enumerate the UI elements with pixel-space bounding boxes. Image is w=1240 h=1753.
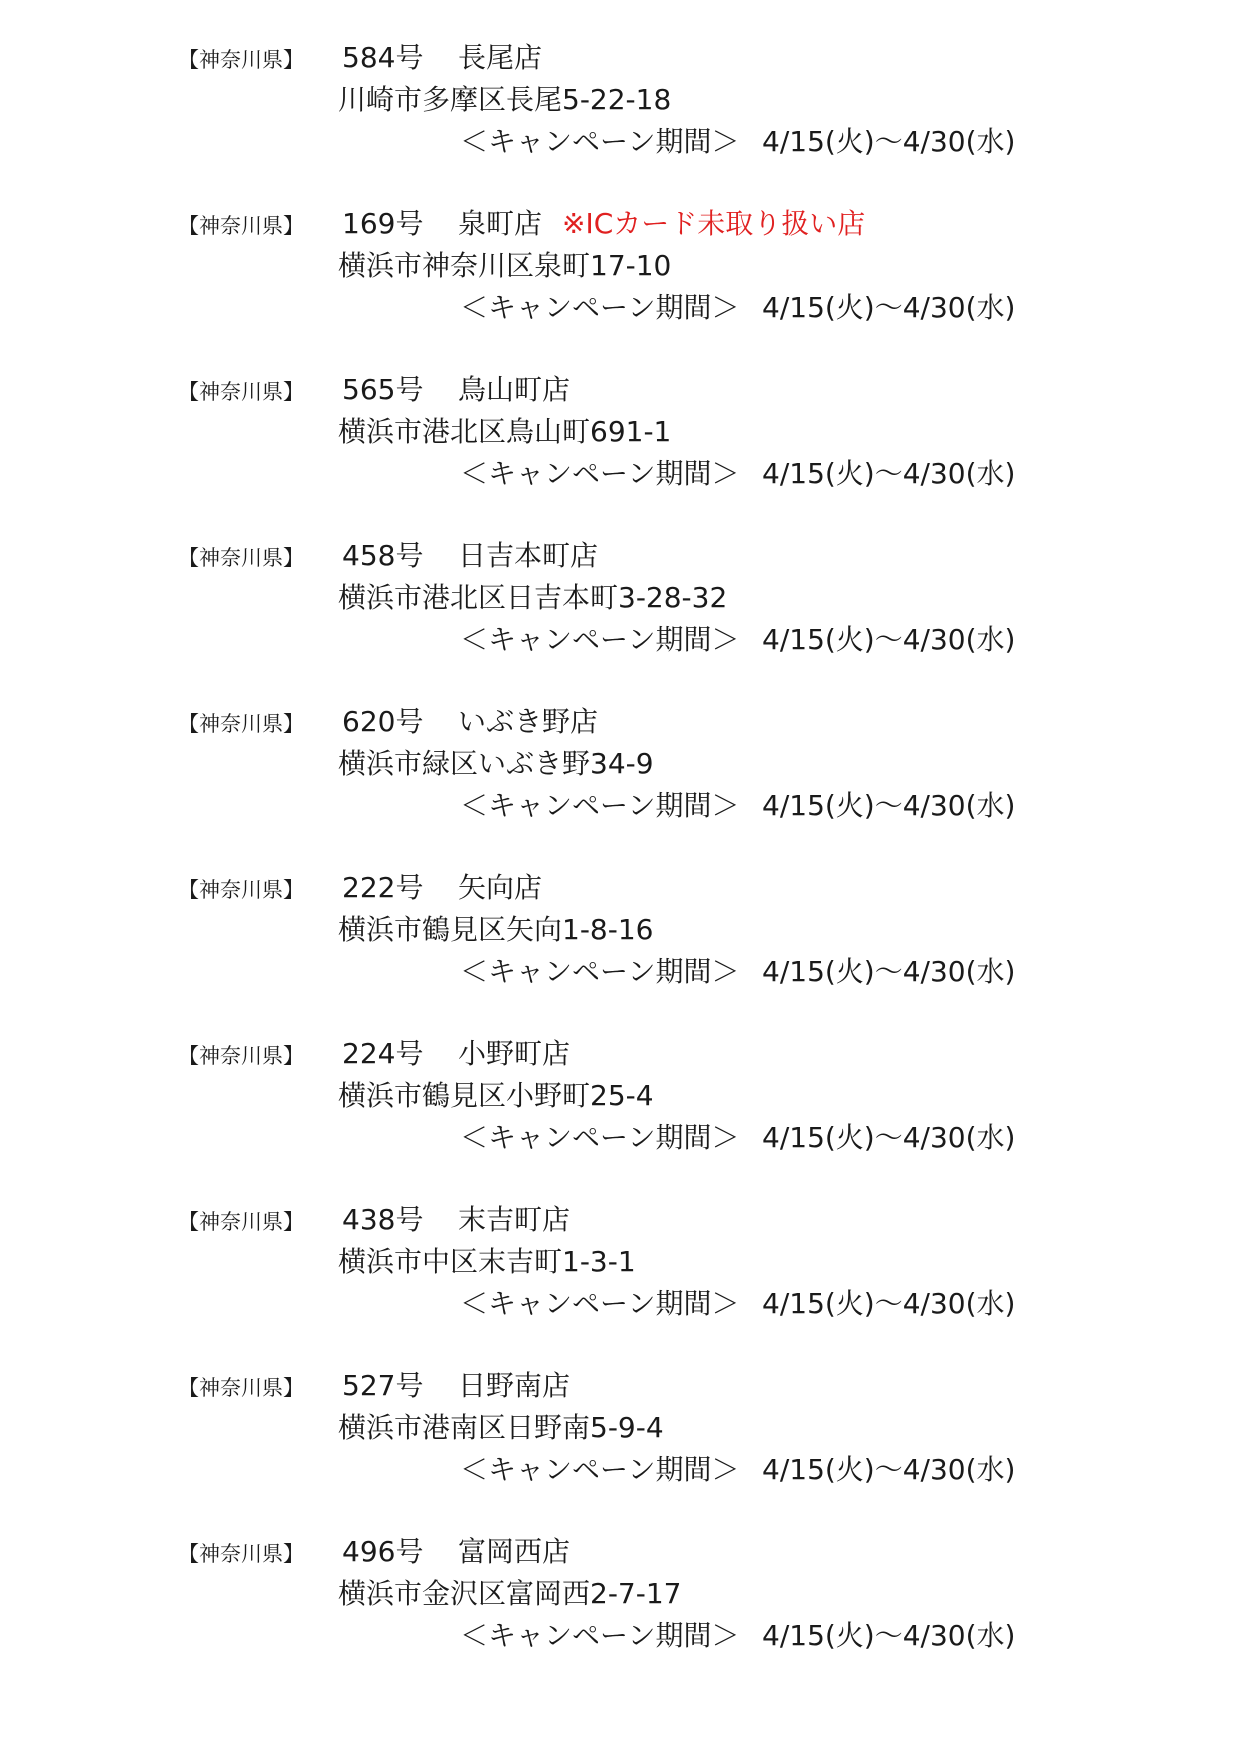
store-address: 横浜市港南区日野南5-9-4 (338, 1411, 664, 1444)
campaign-label: ＜キャンペーン期間＞ (460, 955, 740, 988)
store-address: 横浜市鶴見区矢向1-8-16 (338, 913, 654, 946)
store-name-line (458, 1036, 590, 1072)
store-name: 泉町店 (458, 207, 543, 240)
campaign-period: 4/15(火)～4/30(水) (762, 457, 1016, 490)
campaign-period: 4/15(火)～4/30(水) (762, 623, 1016, 656)
prefecture-label: 【神奈川県】 (178, 1542, 304, 1566)
store-entry (0, 364, 1240, 494)
store-entry (0, 1360, 1240, 1490)
store-address: 横浜市港北区日吉本町3-28-32 (338, 581, 728, 614)
store-address: 横浜市鶴見区小野町25-4 (338, 1079, 654, 1112)
store-address: 横浜市金沢区富岡西2-7-17 (338, 1577, 682, 1610)
prefecture-label: 【神奈川県】 (178, 1210, 304, 1234)
campaign-label: ＜キャンペーン期間＞ (460, 1619, 740, 1652)
campaign-period: 4/15(火)～4/30(水) (762, 1619, 1016, 1652)
store-entry (0, 1526, 1240, 1656)
store-name: 長尾店 (458, 41, 543, 74)
store-number: 565号 (342, 373, 424, 406)
store-address: 横浜市神奈川区泉町17-10 (338, 249, 672, 282)
store-note: ※ICカード未取り扱い店 (562, 207, 866, 240)
store-address: 横浜市中区末吉町1-3-1 (338, 1245, 636, 1278)
store-entry (0, 1194, 1240, 1324)
store-name: 富岡西店 (458, 1535, 571, 1568)
campaign-period: 4/15(火)～4/30(水) (762, 1287, 1016, 1320)
campaign-period: 4/15(火)～4/30(水) (762, 125, 1016, 158)
store-number: 224号 (342, 1037, 424, 1070)
store-address: 横浜市港北区鳥山町691-1 (338, 415, 672, 448)
campaign-label: ＜キャンペーン期間＞ (460, 789, 740, 822)
store-name: 末吉町店 (458, 1203, 571, 1236)
prefecture-label: 【神奈川県】 (178, 380, 304, 404)
store-name-line (458, 1534, 590, 1570)
campaign-label: ＜キャンペーン期間＞ (460, 1121, 740, 1154)
campaign-label: ＜キャンペーン期間＞ (460, 125, 740, 158)
store-number: 438号 (342, 1203, 424, 1236)
store-number: 527号 (342, 1369, 424, 1402)
store-name-line (458, 1202, 590, 1238)
store-name-line (458, 206, 865, 242)
store-entry (0, 530, 1240, 660)
store-number: 584号 (342, 41, 424, 74)
store-name-line (458, 704, 618, 740)
store-number: 458号 (342, 539, 424, 572)
store-number: 169号 (342, 207, 424, 240)
prefecture-label: 【神奈川県】 (178, 878, 304, 902)
store-name-line (458, 870, 562, 906)
store-entry (0, 696, 1240, 826)
store-address: 横浜市緑区いぶき野34-9 (338, 747, 654, 780)
campaign-label: ＜キャンペーン期間＞ (460, 623, 740, 656)
store-entry (0, 32, 1240, 162)
store-name: 鳥山町店 (458, 373, 571, 406)
prefecture-label: 【神奈川県】 (178, 1044, 304, 1068)
campaign-period: 4/15(火)～4/30(水) (762, 291, 1016, 324)
campaign-label: ＜キャンペーン期間＞ (460, 291, 740, 324)
campaign-label: ＜キャンペーン期間＞ (460, 457, 740, 490)
prefecture-label: 【神奈川県】 (178, 48, 304, 72)
prefecture-label: 【神奈川県】 (178, 546, 304, 570)
store-name: いぶき野店 (458, 705, 599, 738)
store-name-line (458, 1368, 590, 1404)
store-name-line (458, 538, 618, 574)
campaign-label: ＜キャンペーン期間＞ (460, 1453, 740, 1486)
store-name: 小野町店 (458, 1037, 571, 1070)
campaign-period: 4/15(火)～4/30(水) (762, 1121, 1016, 1154)
store-entry (0, 1028, 1240, 1158)
store-number: 620号 (342, 705, 424, 738)
store-entry (0, 862, 1240, 992)
prefecture-label: 【神奈川県】 (178, 214, 304, 238)
store-name-line (458, 372, 590, 408)
prefecture-label: 【神奈川県】 (178, 712, 304, 736)
campaign-period: 4/15(火)～4/30(水) (762, 789, 1016, 822)
store-address: 川崎市多摩区長尾5-22-18 (338, 83, 672, 116)
store-name: 矢向店 (458, 871, 543, 904)
store-number: 222号 (342, 871, 424, 904)
campaign-period: 4/15(火)～4/30(水) (762, 1453, 1016, 1486)
store-number: 496号 (342, 1535, 424, 1568)
store-name: 日吉本町店 (458, 539, 599, 572)
prefecture-label: 【神奈川県】 (178, 1376, 304, 1400)
store-name: 日野南店 (458, 1369, 571, 1402)
campaign-period: 4/15(火)～4/30(水) (762, 955, 1016, 988)
store-entry (0, 198, 1240, 328)
campaign-label: ＜キャンペーン期間＞ (460, 1287, 740, 1320)
store-name-line (458, 40, 562, 76)
